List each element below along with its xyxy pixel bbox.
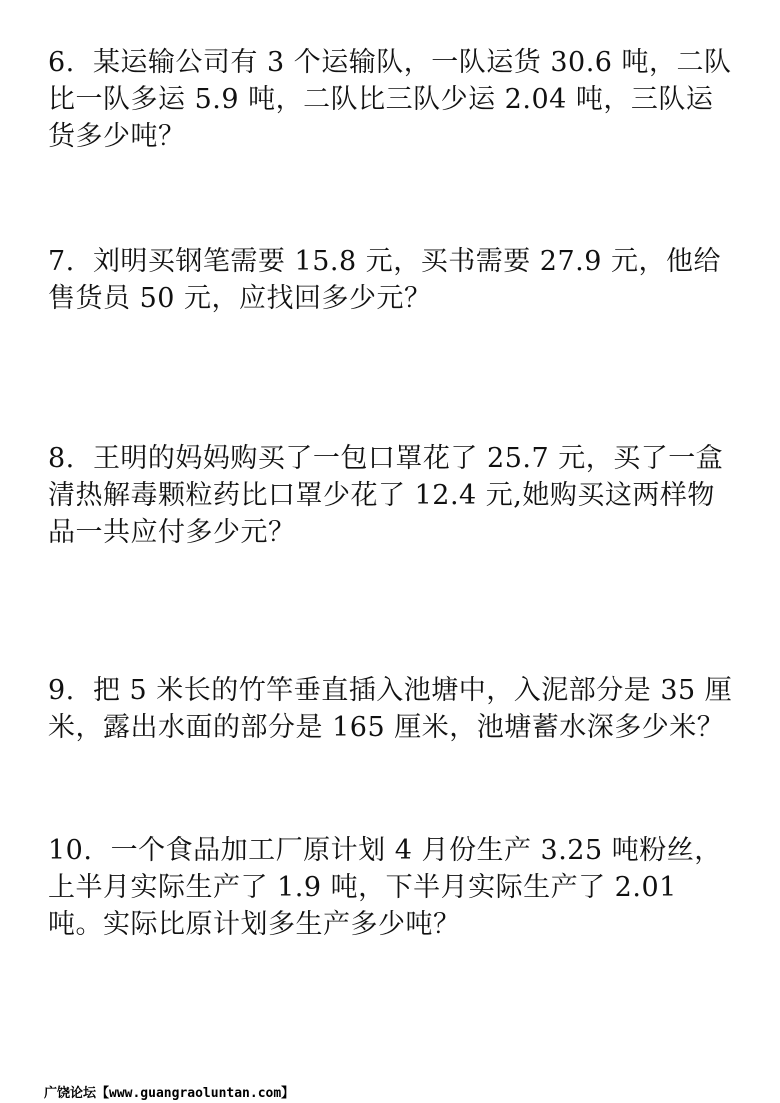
problem-8 <box>48 440 736 551</box>
problem-7-number: 7. <box>48 246 75 277</box>
problem-10 <box>48 832 736 943</box>
problem-7-text: 刘明买钢笔需要 15.8 元，买书需要 27.9 元，他给售货员 50 元，应找回多少元？ <box>48 246 722 314</box>
problem-8-text: 王明的妈妈购买了一包口罩花了 25.7 元，买了一盒清热解毒颗粒药比口罩少花了 12.4 元,她购买这两样物品一共应付多少元？ <box>48 443 724 548</box>
problem-6-text: 某运输公司有 3 个运输队，一队运货 30.6 吨，二队比一队多运 5.9 吨，二队比三队少运 2.04 吨，三队运货多少吨？ <box>48 47 732 152</box>
problem-9-number: 9. <box>48 675 75 706</box>
problem-6 <box>48 44 736 155</box>
problem-6-number: 6. <box>48 47 75 78</box>
problem-9-text: 把 5 米长的竹竿垂直插入池塘中，入泥部分是 35 厘米，露出水面的部分是 165 厘米，池塘蓄水深多少米？ <box>48 675 733 743</box>
problem-7 <box>48 243 736 317</box>
problem-8-number: 8. <box>48 443 75 474</box>
footer-source: 广饶论坛【www.guangraoluntan.com】 <box>44 1086 295 1101</box>
problem-10-number: 10. <box>48 835 93 866</box>
problem-10-text: 一个食品加工厂原计划 4 月份生产 3.25 吨粉丝，上半月实际生产了 1.9 吨，下半月实际生产了 2.01 吨。实际比原计划多生产多少吨？ <box>48 835 722 940</box>
problem-9 <box>48 672 736 746</box>
